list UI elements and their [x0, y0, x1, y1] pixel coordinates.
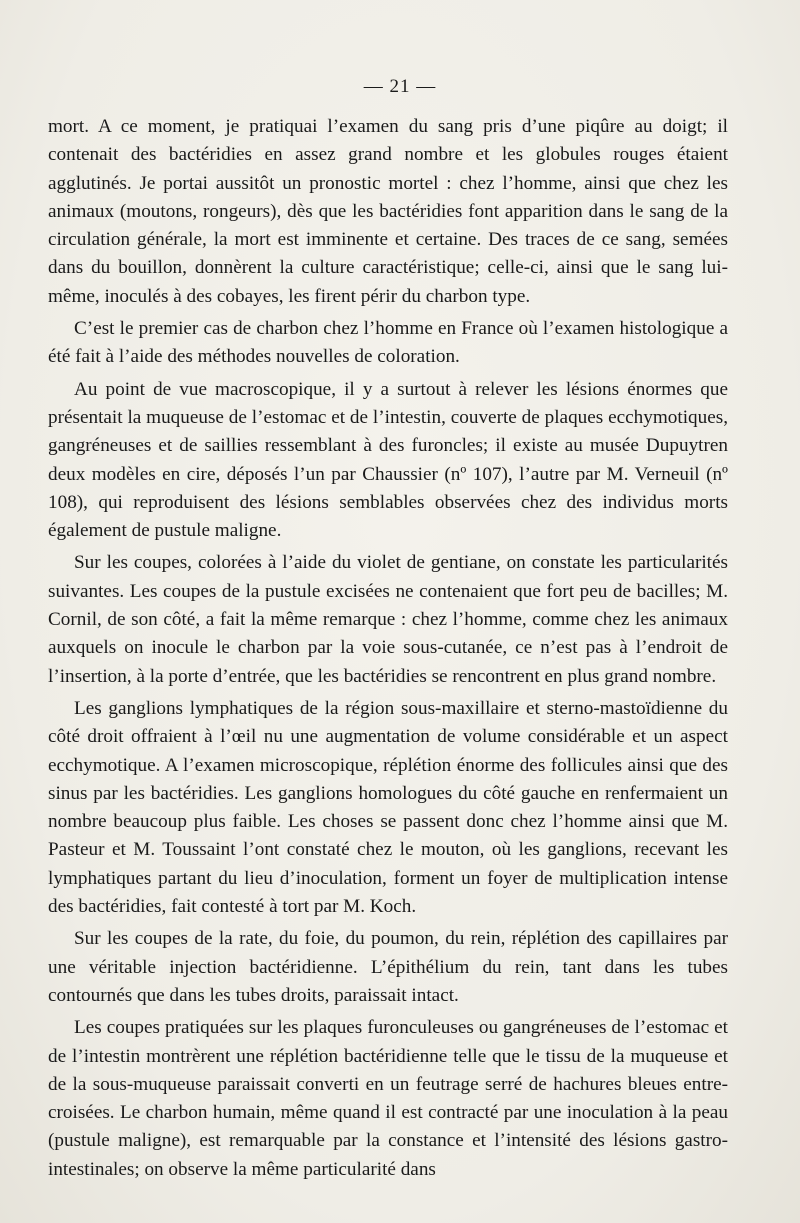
paragraph-6: Sur les coupes de la rate, du foie, du poumon, du rein, réplétion des capillaires par une véritable injection bactéridienne. L’épithélium du rein, tant dans les tubes contournés que dans les tubes droits, paraissait intact. — [48, 928, 728, 1006]
page-number: — 21 — — [363, 76, 437, 97]
paragraph-7: Les coupes pratiquées sur les plaques furonculeuses ou gangréneuses de l’estomac et de l’intestin montrèrent une réplétion bactéridienne telle que le tissu de la muqueuse et de la sous-muqueuse paraissait converti en un feutrage serré de hachures bleues entre-croisées. Le charbon humain, même quand il est contracté par une inoculation à la peau (pustule maligne), est remarquable par la constance et l’intensité des lésions gastro-intestinales; on observe la même particularité dans — [48, 1017, 728, 1180]
paragraph-3: Au point de vue macroscopique, il y a surtout à relever les lésions énormes que présentait la muqueuse de l’estomac et de l’intestin, couverte de plaques ecchymotiques, gangréneuses et de saillies ressemblant à des furoncles; il existe au musée Dupuytren deux modèles en cire, déposés l’un par Chaussier (nº 107), l’autre par M. Verneuil (nº 108), qui reproduisent des lésions semblables observées chez des individus morts également de pustule maligne. — [48, 378, 728, 542]
paragraph-1: mort. A ce moment, je pratiquai l’examen du sang pris d’une piqûre au doigt; il contenait des bactéridies en assez grand nombre et les globules rouges étaient agglutinés. Je portai aussitôt un pronostic mortel : chez l’homme, ainsi que chez les animaux (moutons, rongeurs), dès que les bactéridies font apparition dans le sang de la circulation générale, la mort est imminente et certaine. Des traces de ce sang, semées dans du bouillon, donnèrent la culture caractéristique; celle-ci, ainsi que le sang lui-même, inoculés à des cobayes, les firent périr du charbon type. — [48, 116, 728, 307]
paragraph-2: C’est le premier cas de charbon chez l’homme en France où l’examen histologique a été fait à l’aide des méthodes nouvelles de coloration. — [48, 318, 728, 368]
body-text — [48, 113, 728, 1188]
paragraph-5: Les ganglions lymphatiques de la région sous-maxillaire et sterno-mastoïdienne du côté droit offraient à l’œil nu une augmentation de volume considérable et un aspect ecchymotique. A l’examen microscopique, réplétion énorme des follicules ainsi que des sinus par les bactéridies. Les ganglions homologues du côté gauche en renfermaient un nombre beaucoup plus faible. Les choses se passent donc chez l’homme ainsi que M. Pasteur et M. Toussaint l’ont constaté chez le mouton, où les ganglions, recevant les lymphatiques partant du lieu d’inoculation, forment un foyer de multiplication intense des bactéridies, fait contesté à tort par M. Koch. — [48, 697, 728, 918]
paragraph-4: Sur les coupes, colorées à l’aide du violet de gentiane, on constate les particularités suivantes. Les coupes de la pustule excisées ne contenaient que fort peu de bacilles; M. Cornil, de son côté, a fait la même remarque : chez l’homme, comme chez les animaux auxquels on inocule le charbon par la voie sous-cutanée, ce n’est pas à l’endroit de l’insertion, à la porte d’entrée, que les bactéridies se rencontrent en plus grand nombre. — [48, 552, 728, 687]
